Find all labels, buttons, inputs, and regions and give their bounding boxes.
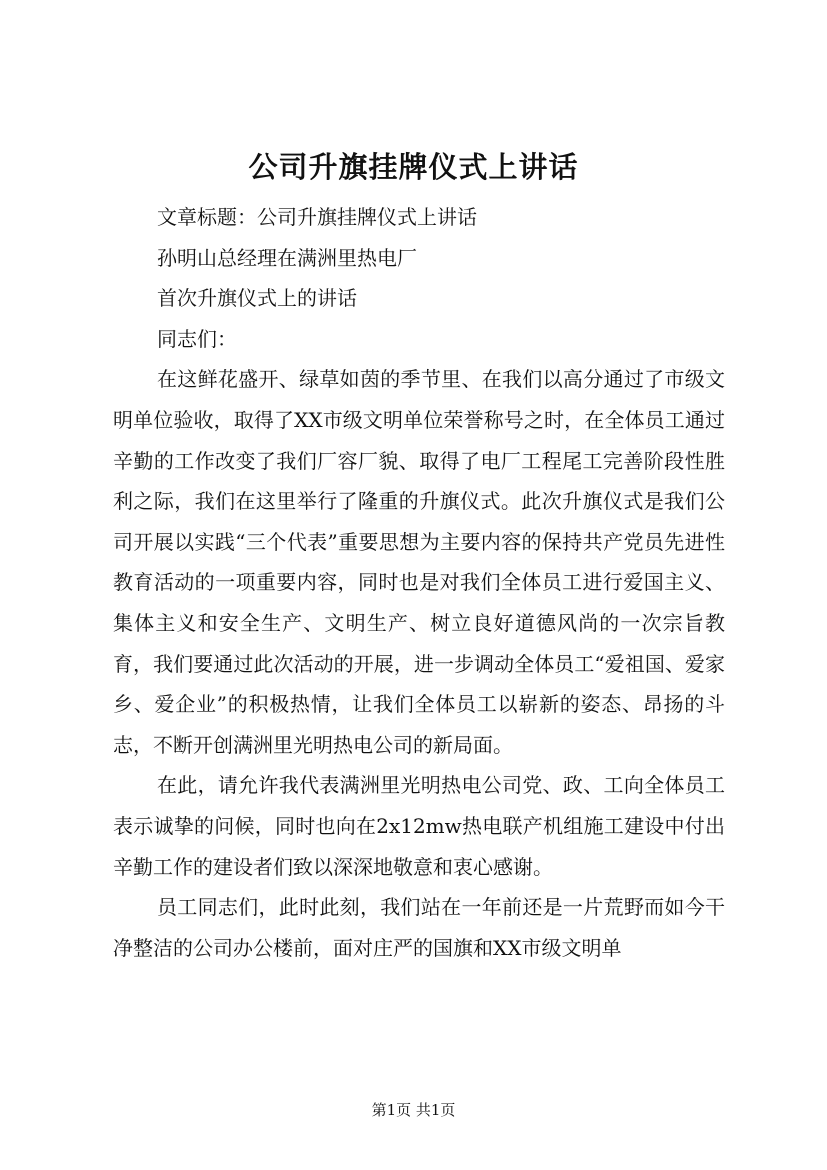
document-title: 公司升旗挂牌仪式上讲话 [248,150,579,184]
subtitle-line: 首次升旗仪式上的讲话 [157,286,357,311]
article-title-line: 文章标题：公司升旗挂牌仪式上讲话 [157,205,477,229]
body-paragraph: 在这鲜花盛开、绿草如茵的季节里、在我们以高分通过了市级文明单位验收，取得了XX市级文明单位荣誉称号之时，在全体员工通过辛勤的工作改变了我们厂容厂貌、取得了电厂工程尾工完善阶段性胜利之际，我们在这里举行了隆重的升旗仪式。此次升旗仪式是我们公司开展以实践“三个代表”重要思想为主要内容的保持共产党员先进性教育活动的一项重要内容，同时也是对我们全体员工进行爱国主义、集体主义和安全生产、文明生产、树立良好道德风尚的一次宗旨教育，我们要通过此次活动的开展，进一步调动全体员工“爱祖国、爱家乡、爱企业”的积极热情，让我们全体员工以崭新的姿态、昂扬的斗志，不断开创满洲里光明热电公司的新局面。 [113,367,725,757]
page-number-footer: 第1页 共1页 [371,1101,456,1119]
speaker-line: 孙明山总经理在满洲里热电厂 [157,245,417,270]
body-paragraph: 员工同志们，此时此刻，我们站在一年前还是一片荒野而如今干净整洁的公司办公楼前，面对庄严的国旗和XX市级文明单 [113,895,725,960]
body-paragraph: 在此，请允许我代表满洲里光明热电公司党、政、工向全体员工表示诚挚的问候，同时也向在2x12mw热电联产机组施工建设中付出辛勤工作的建设者们致以深深地敬意和衷心感谢。 [113,773,725,879]
salutation: 同志们： [157,326,237,351]
document-body [113,197,725,968]
